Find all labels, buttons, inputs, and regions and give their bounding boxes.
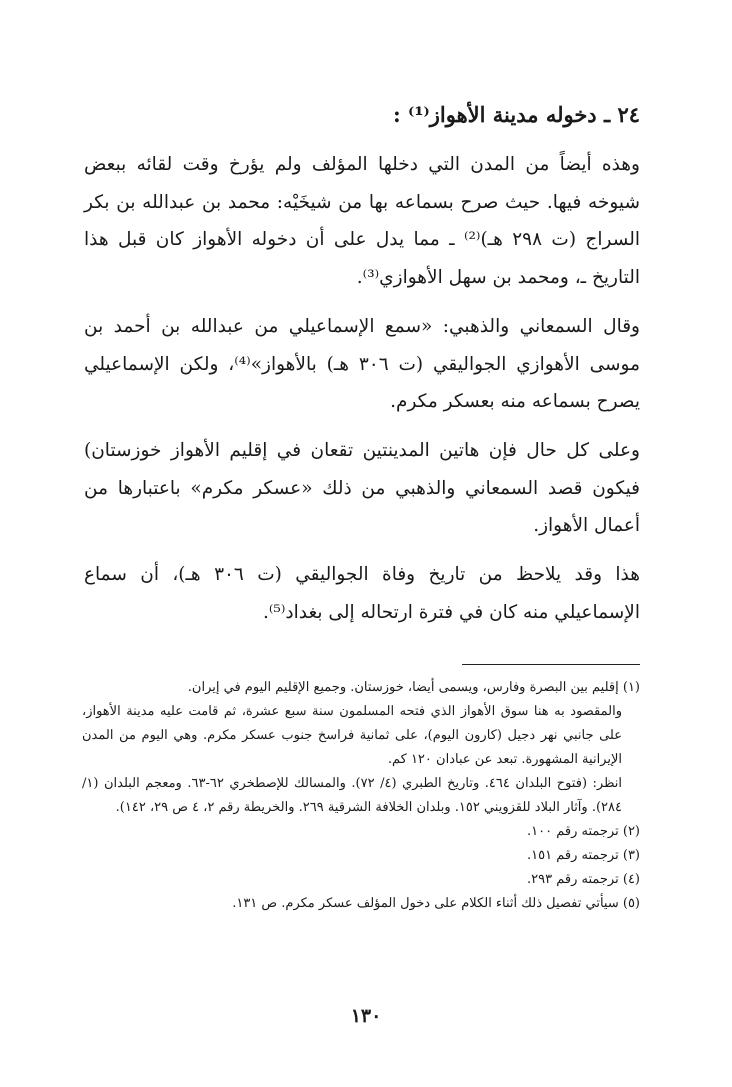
footnote-1: (١) إقليم بين البصرة وفارس، ويسمى أيضا، خوزستان. وجميع الإقليم اليوم في إيران. xyxy=(187,680,640,695)
footnotes xyxy=(82,676,640,916)
footnote-5: (٥) سيأتي تفصيل ذلك أثناء الكلام على دخول المؤلف عسكر مكرم. ص ١٣١. xyxy=(232,896,640,911)
footnote-divider xyxy=(462,664,640,665)
body-paragraph-4: هذا وقد يلاحظ من تاريخ وفاة الجواليقي (ت ٣٠٦ هـ)، أن سماع الإسماعيلي منه كان في فترة ارتحاله إلى بغداد⁽⁵⁾. xyxy=(84,564,641,623)
body-paragraph-3: وعلى كل حال فإن هاتين المدينتين تقعان في إقليم الأهواز خوزستان) فيكون قصد السمعاني والذهبي من ذلك «عسكر مكرم» باعتبارها من أعمال الأهواز. xyxy=(84,440,640,536)
footnote-2: (٢) ترجمته رقم ١٠٠. xyxy=(526,824,640,839)
footnote-1-continued: والمقصود به هنا سوق الأهواز الذي فتحه المسلمون سنة سبع عشرة، ثم قامت عليه مدينة الأهواز، على جانبي نهر دجيل (كارون اليوم)، على ثمانية فراسخ جنوب عسكر مكرم. وهي اليوم من المدن الإيرانية المشهورة. تبعد عن عبادان ١٢٠ كم. xyxy=(82,704,622,767)
footnote-4: (٤) ترجمته رقم ٢٩٣. xyxy=(526,872,640,887)
body-paragraph-2: وقال السمعاني والذهبي: «سمع الإسماعيلي من عبدالله بن أحمد بن موسى الأهوازي الجواليقي (ت ٣٠٦ هـ) بالأهواز»⁽⁴⁾، ولكن الإسماعيلي يصرح بسماعه منه بعسكر مكرم. xyxy=(84,316,640,412)
footnote-1-sources: انظر: (فتوح البلدان ٤٦٤. وتاريخ الطبري (٤/ ٧٢). والمسالك للإصطخري ٦٢-٦٣. ومعجم البلدان (١/ ٢٨٤). وآثار البلاد للقزويني ١٥٢. وبلدان الخلافة الشرقية ٢٦٩. والخريطة رقم ٢، ٤ ص ٢٩، ١٤٢). xyxy=(82,776,622,815)
section-heading: ٢٤ ـ دخوله مدينة الأهواز⁽¹⁾ : xyxy=(392,102,640,127)
footnote-3: (٣) ترجمته رقم ١٥١. xyxy=(526,848,640,863)
page-number: ١٣٠ xyxy=(350,1005,382,1027)
body-paragraph-1: وهذه أيضاً من المدن التي دخلها المؤلف ولم يؤرخ وقت لقائه ببعض شيوخه فيها. حيث صرح بسماعه بها من شيخَيْه: محمد بن عبدالله بن بكر السراج (ت ٢٩٨ هـ)⁽²⁾ ـ مما يدل على أن دخوله الأهواز كان قبل هذا التاريخ ـ، ومحمد بن سهل الأهوازي⁽³⁾. xyxy=(84,154,640,288)
